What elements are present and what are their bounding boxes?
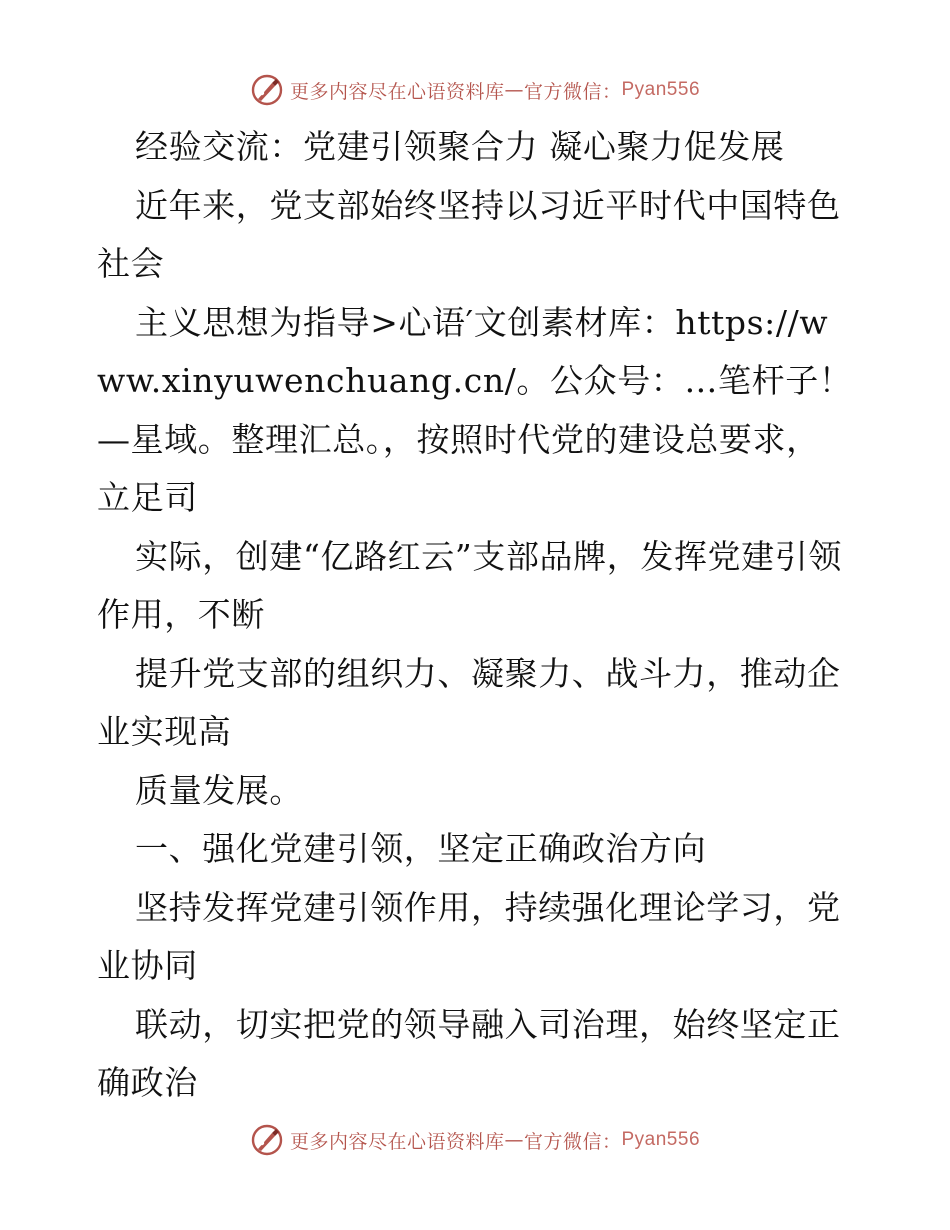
paragraph: 联动，切实把党的领导融入司治理，始终坚定正确政治 <box>97 1004 841 1102</box>
watermark-separator: — <box>504 79 524 101</box>
watermark-label: 官方微信： <box>523 1130 622 1153</box>
paragraph: 质量发展。 <box>135 770 303 810</box>
document-body <box>97 118 853 1113</box>
paragraph: 近年来，党支部始终坚持以习近平时代中国特色社会 <box>97 185 841 283</box>
pen-logo-icon <box>250 73 284 107</box>
watermark-site: 更多内容尽在心语资料库 <box>289 1130 505 1153</box>
watermark-separator: — <box>504 1129 524 1151</box>
watermark-contact: Pyan556 <box>621 1129 701 1150</box>
watermark-site: 更多内容尽在心语资料库 <box>289 80 505 103</box>
watermark-label: 官方微信： <box>523 80 622 103</box>
document-title: 经验交流：党建引领聚合力 凝心聚力促发展 <box>135 127 785 166</box>
footer-watermark <box>0 1122 950 1158</box>
paragraph: 坚持发挥党建引领作用，持续强化理论学习，党业协同 <box>97 887 841 985</box>
header-watermark <box>0 72 950 108</box>
pen-logo-icon <box>250 1123 284 1157</box>
section-heading: 一、强化党建引领，坚定正确政治方向 <box>135 829 707 868</box>
paragraph: 提升党支部的组织力、凝聚力、战斗力，推动企业实现高 <box>97 653 841 751</box>
paragraph: 主义思想为指导>心语′文创素材库：https://www.xinyuwenchuang.cn/。公众号：…笔杆子！—星域。整理汇总。，按照时代党的建设总要求，立足司 <box>97 302 853 517</box>
watermark-contact: Pyan556 <box>621 79 701 100</box>
paragraph: 实际，创建“亿路红云”支部品牌，发挥党建引领作用，不断 <box>97 536 842 634</box>
